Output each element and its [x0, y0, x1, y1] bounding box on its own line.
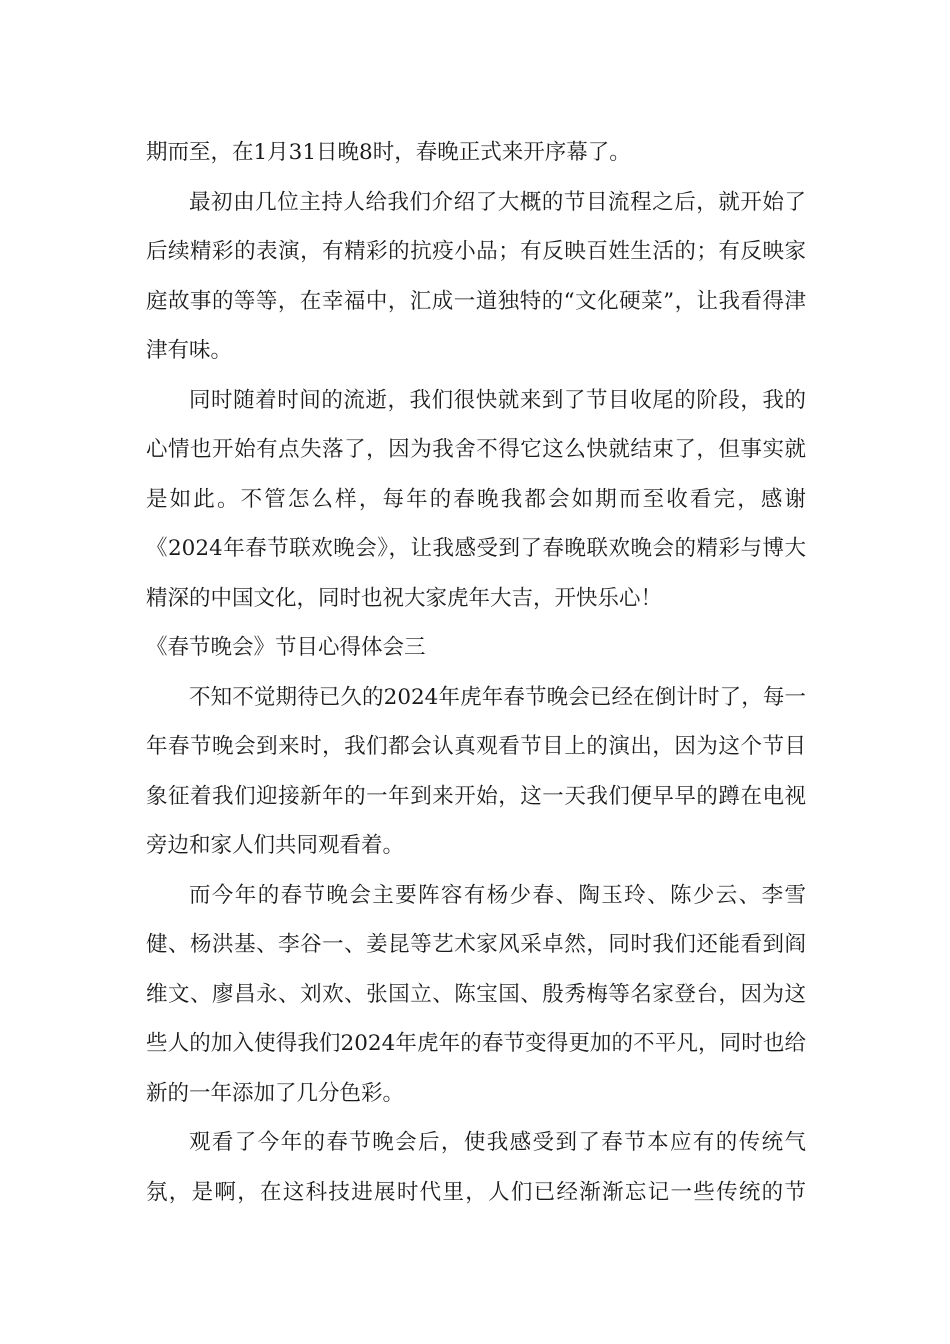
paragraph-partial: 观看了今年的春节晚会后，使我感受到了春节本应有的传统气氛，是啊，在这科技进展时代里，人们已经渐渐忘记一些传统的节	[146, 1130, 806, 1205]
document-body	[146, 128, 806, 1217]
paragraph: 同时随着时间的流逝，我们很快就来到了节目收尾的阶段，我的心情也开始有点失落了，因为我舍不得它这么快就结束了，但事实就是如此。不管怎么样，每年的春晚我都会如期而至收看完，感谢《2024年春节联欢晚会》，让我感受到了春晚联欢晚会的精彩与博大精深的中国文化，同时也祝大家虎年大吉，开快乐心！	[146, 387, 806, 611]
paragraph-continuation: 期而至，在1月31日晚8时，春晚正式来开序幕了。	[146, 140, 631, 165]
paragraph: 而今年的春节晚会主要阵容有杨少春、陶玉玲、陈少云、李雪健、杨洪基、李谷一、姜昆等艺术家风采卓然，同时我们还能看到阎维文、廖昌永、刘欢、张国立、陈宝国、殷秀梅等名家登台，因为这些人的加入使得我们2024年虎年的春节变得更加的不平凡，同时也给新的一年添加了几分色彩。	[146, 882, 806, 1106]
section-heading: 《春节晚会》节目心得体会三	[146, 635, 426, 660]
paragraph: 最初由几位主持人给我们介绍了大概的节目流程之后，就开始了后续精彩的表演，有精彩的抗疫小品；有反映百姓生活的；有反映家庭故事的等等，在幸福中，汇成一道独特的“文化硬菜”，让我看得津津有味。	[146, 189, 806, 363]
paragraph: 不知不觉期待已久的2024年虎年春节晚会已经在倒计时了，每一年春节晚会到来时，我们都会认真观看节目上的演出，因为这个节目象征着我们迎接新年的一年到来开始，这一天我们便早早的蹲在电视旁边和家人们共同观看着。	[146, 684, 806, 858]
